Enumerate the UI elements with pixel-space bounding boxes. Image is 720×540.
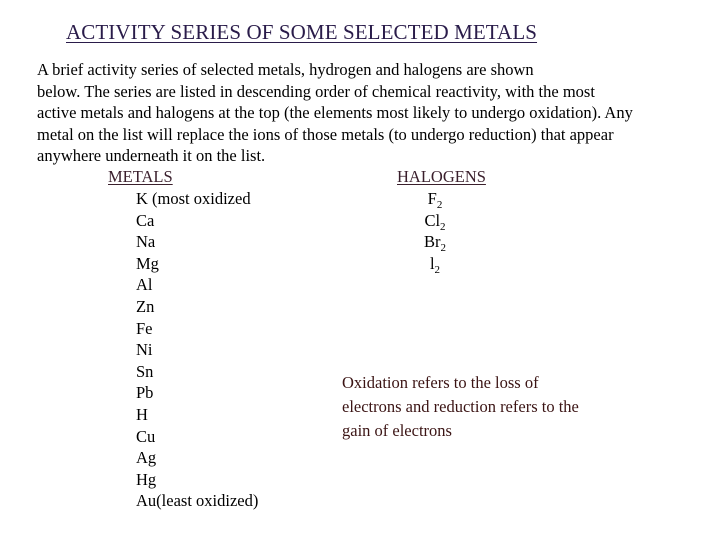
note-line: electrons and reduction refers to the [342,397,579,416]
metal-item: Au(least oxidized) [136,491,259,511]
halogen-symbol: l [429,253,435,273]
halogen-symbol: F [427,189,437,208]
halogen-item [410,253,460,275]
page-title: ACTIVITY SERIES OF SOME SELECTED METALS [66,20,538,44]
note-line: gain of electrons [342,421,452,440]
intro-line: metal on the list will replace the ions of those metals (to undergo reduction) that appear [37,124,614,144]
metal-item: Mg [136,253,159,273]
metal-item: Ca [136,210,155,230]
halogen-symbol: Br [424,232,441,252]
halogen-item [410,188,460,210]
oxidation-note [342,371,672,443]
metal-item: H [136,404,148,424]
intro-line: A brief activity series of selected metals, hydrogen and halogens are shown [37,60,534,79]
metal-item: K (most oxidized [136,189,251,208]
halogen-item [410,231,460,253]
metals-heading: METALS [108,167,173,186]
halogens-heading: HALOGENS [397,167,486,186]
metal-item: Cu [136,426,156,446]
metals-list [136,188,258,512]
intro-line: anywhere underneath it on the list. [37,146,266,165]
metal-item: Hg [136,469,157,489]
halogens-list [410,188,460,274]
intro-paragraph [37,59,717,167]
metal-item: Fe [136,318,153,338]
metal-item: Ni [136,340,153,360]
halogen-item [410,210,460,232]
note-line: Oxidation refers to the loss of [342,373,539,392]
intro-line: below. The series are listed in descending order of chemical reactivity, with the most [37,81,595,101]
halogen-subscript: 2 [436,199,443,211]
intro-line: active metals and halogens at the top (the elements most likely to undergo oxidation). Any [37,103,633,122]
metal-item: Sn [136,361,154,381]
halogen-subscript: 2 [434,263,441,276]
metal-item: Na [136,232,156,252]
metal-item: Ag [136,448,157,468]
halogen-subscript: 2 [440,242,446,255]
halogen-symbol: Cl [424,210,441,230]
metal-item: Pb [136,383,154,403]
halogen-subscript: 2 [440,220,446,233]
metal-item: Zn [136,296,155,316]
metal-item: Al [136,275,153,295]
